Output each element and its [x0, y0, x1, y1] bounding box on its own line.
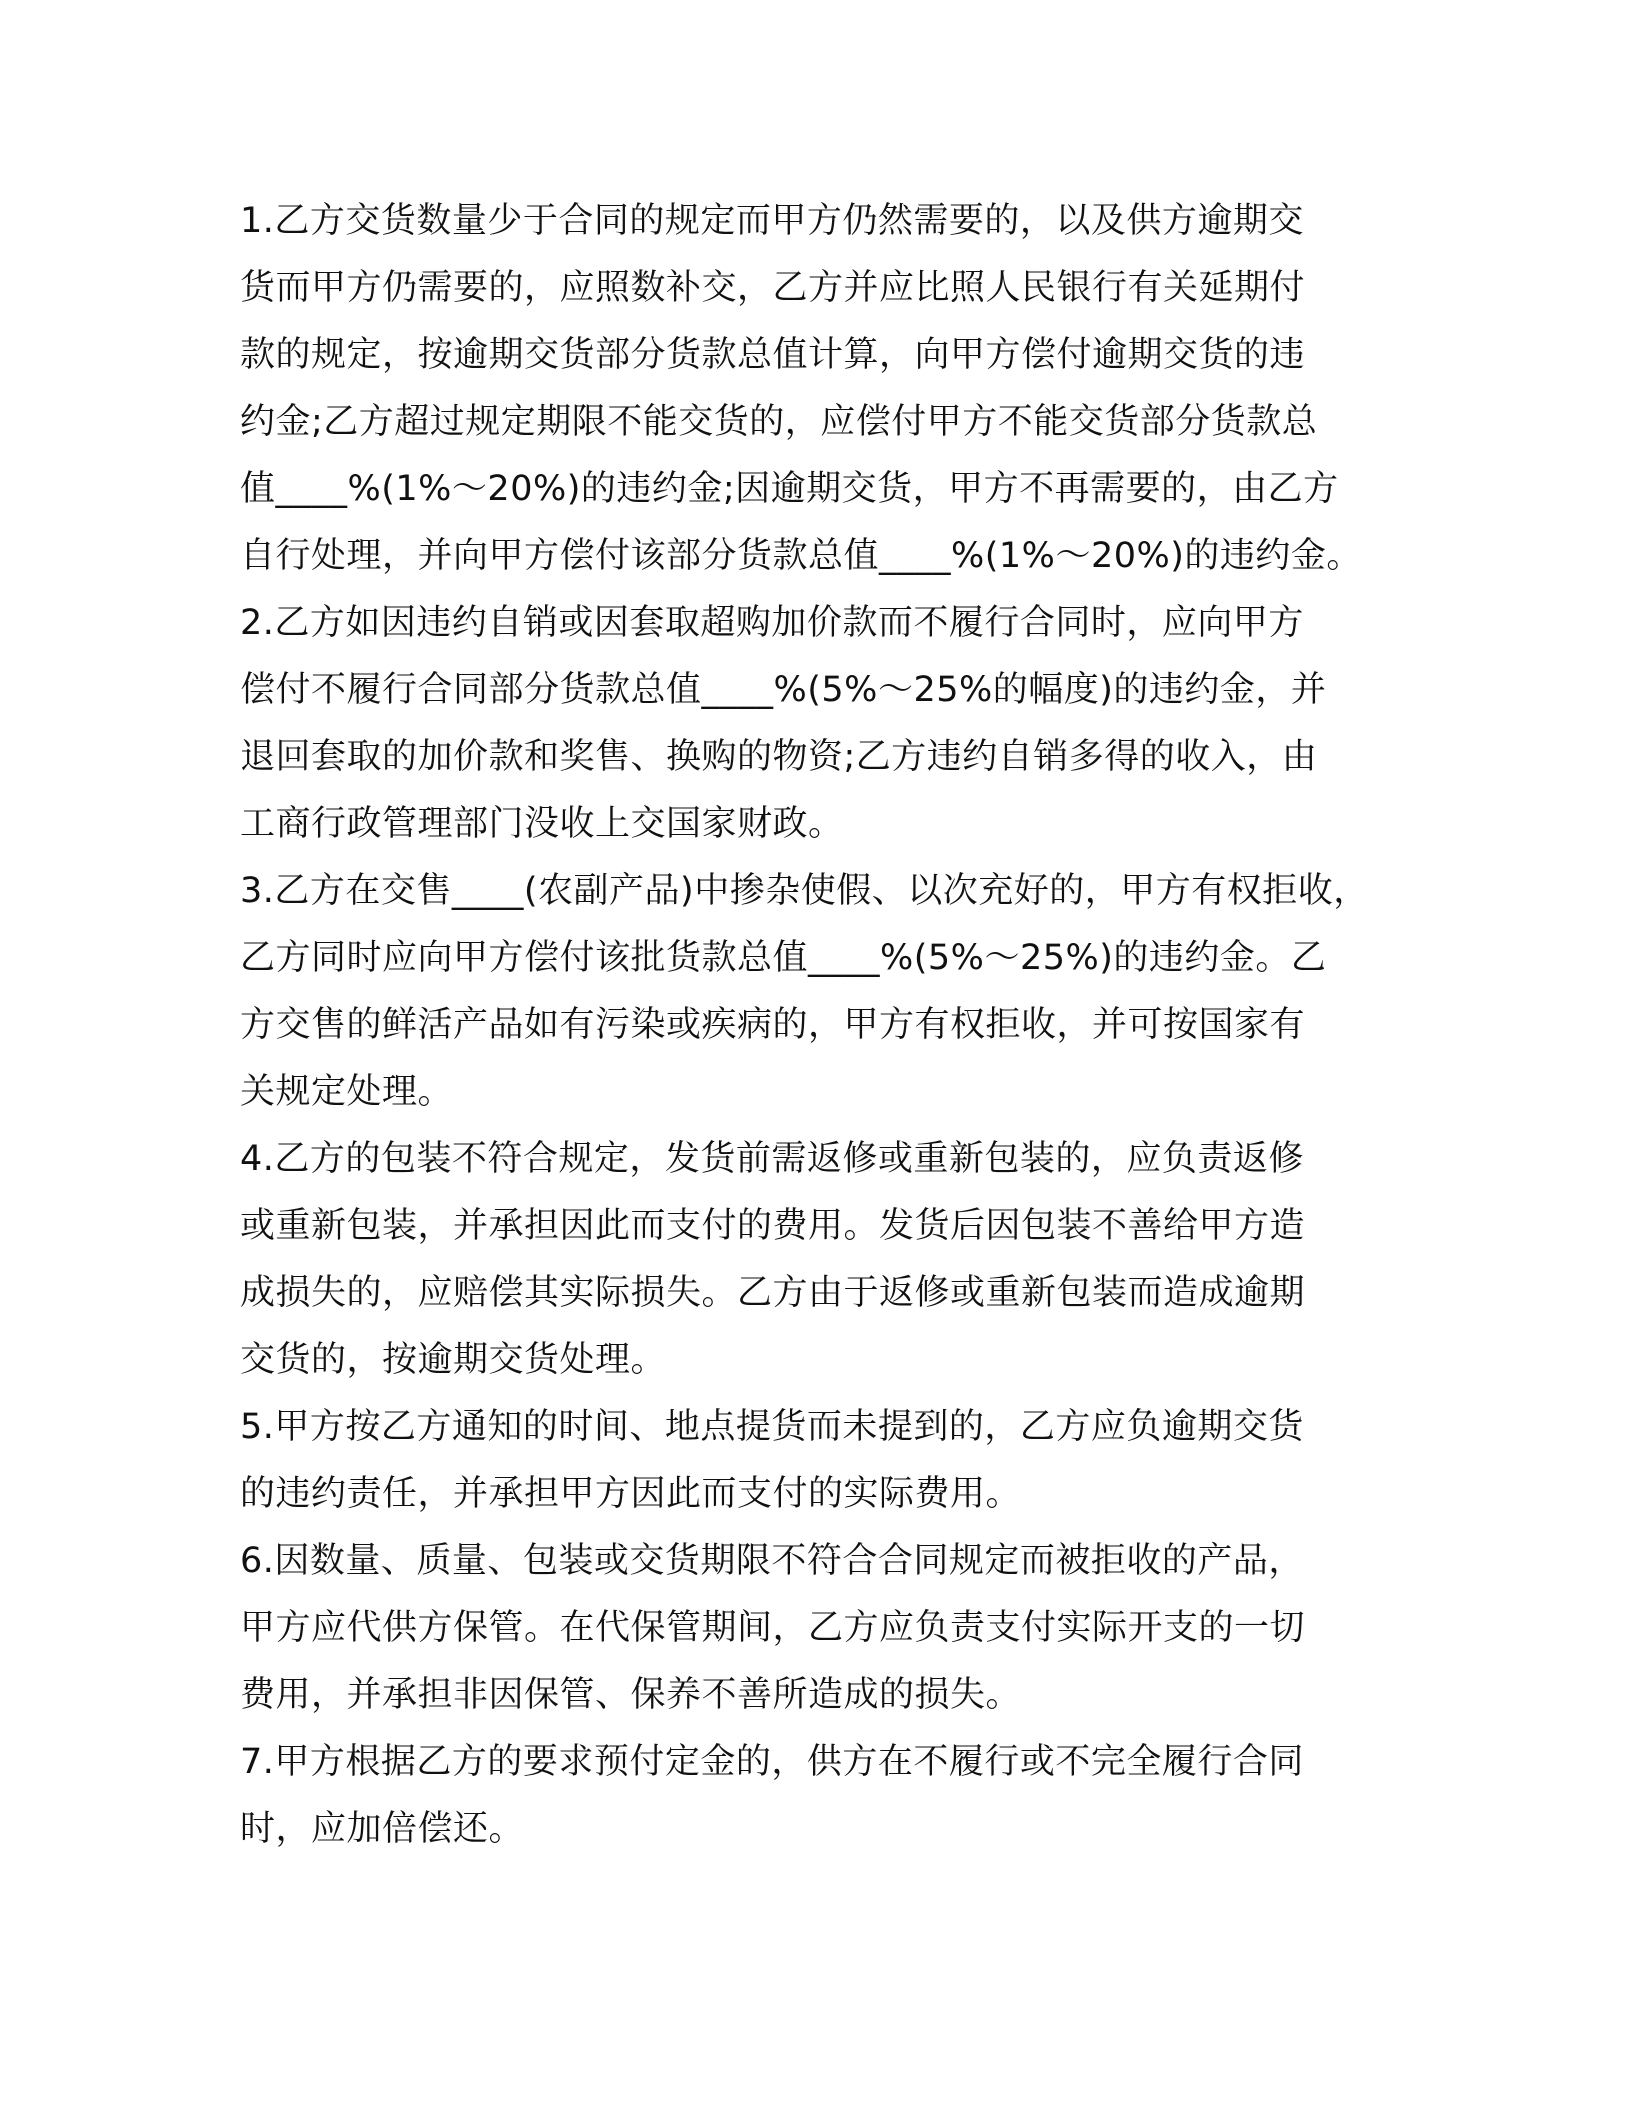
text-line: 货而甲方仍需要的，应照数补交，乙方并应比照人民银行有关延期付	[240, 268, 1306, 308]
text-line: 1.乙方交货数量少于合同的规定而甲方仍然需要的，以及供方逾期交	[240, 201, 1304, 241]
text-line: 或重新包装，并承担因此而支付的费用。发货后因包装不善给甲方造	[240, 1206, 1306, 1246]
text-line: 7.甲方根据乙方的要求预付定金的，供方在不履行或不完全履行合同	[240, 1742, 1304, 1782]
text-line: 5.甲方按乙方通知的时间、地点提货而未提到的，乙方应负逾期交货	[240, 1407, 1304, 1447]
text-line: 2.乙方如因违约自销或因套取超购加价款而不履行合同时，应向甲方	[240, 603, 1304, 643]
text-line: 款的规定，按逾期交货部分货款总值计算，向甲方偿付逾期交货的违	[240, 335, 1306, 375]
text-line: 值____%(1%～20%)的违约金;因逾期交货，甲方不再需要的，由乙方	[240, 469, 1339, 509]
text-line: 3.乙方在交售____(农副产品)中掺杂使假、以次充好的，甲方有权拒收，	[240, 871, 1369, 911]
contract-clauses	[240, 188, 1420, 1863]
text-line: 交货的，按逾期交货处理。	[240, 1340, 667, 1380]
text-line: 关规定处理。	[240, 1072, 454, 1112]
text-line: 工商行政管理部门没收上交国家财政。	[240, 804, 844, 844]
text-line: 乙方同时应向甲方偿付该批货款总值____%(5%～25%)的违约金。乙	[240, 938, 1327, 978]
text-line: 6.因数量、质量、包装或交货期限不符合合同规定而被拒收的产品，	[240, 1541, 1304, 1581]
text-line: 退回套取的加价款和奖售、换购的物资;乙方违约自销多得的收入，由	[240, 737, 1318, 777]
text-line: 成损失的，应赔偿其实际损失。乙方由于返修或重新包装而造成逾期	[240, 1273, 1306, 1313]
text-line: 4.乙方的包装不符合规定，发货前需返修或重新包装的，应负责返修	[240, 1139, 1304, 1179]
text-line: 的违约责任，并承担甲方因此而支付的实际费用。	[240, 1474, 1022, 1514]
text-line: 甲方应代供方保管。在代保管期间，乙方应负责支付实际开支的一切	[240, 1608, 1306, 1648]
text-line: 偿付不履行合同部分货款总值____%(5%～25%的幅度)的违约金，并	[240, 670, 1327, 710]
text-line: 约金;乙方超过规定期限不能交货的，应偿付甲方不能交货部分货款总	[240, 402, 1318, 442]
text-line: 时，应加倍偿还。	[240, 1809, 525, 1849]
text-line: 费用，并承担非因保管、保养不善所造成的损失。	[240, 1675, 1022, 1715]
text-line: 自行处理，并向甲方偿付该部分货款总值____%(1%～20%)的违约金。	[240, 536, 1362, 576]
text-line: 方交售的鲜活产品如有污染或疾病的，甲方有权拒收，并可按国家有	[240, 1005, 1306, 1045]
